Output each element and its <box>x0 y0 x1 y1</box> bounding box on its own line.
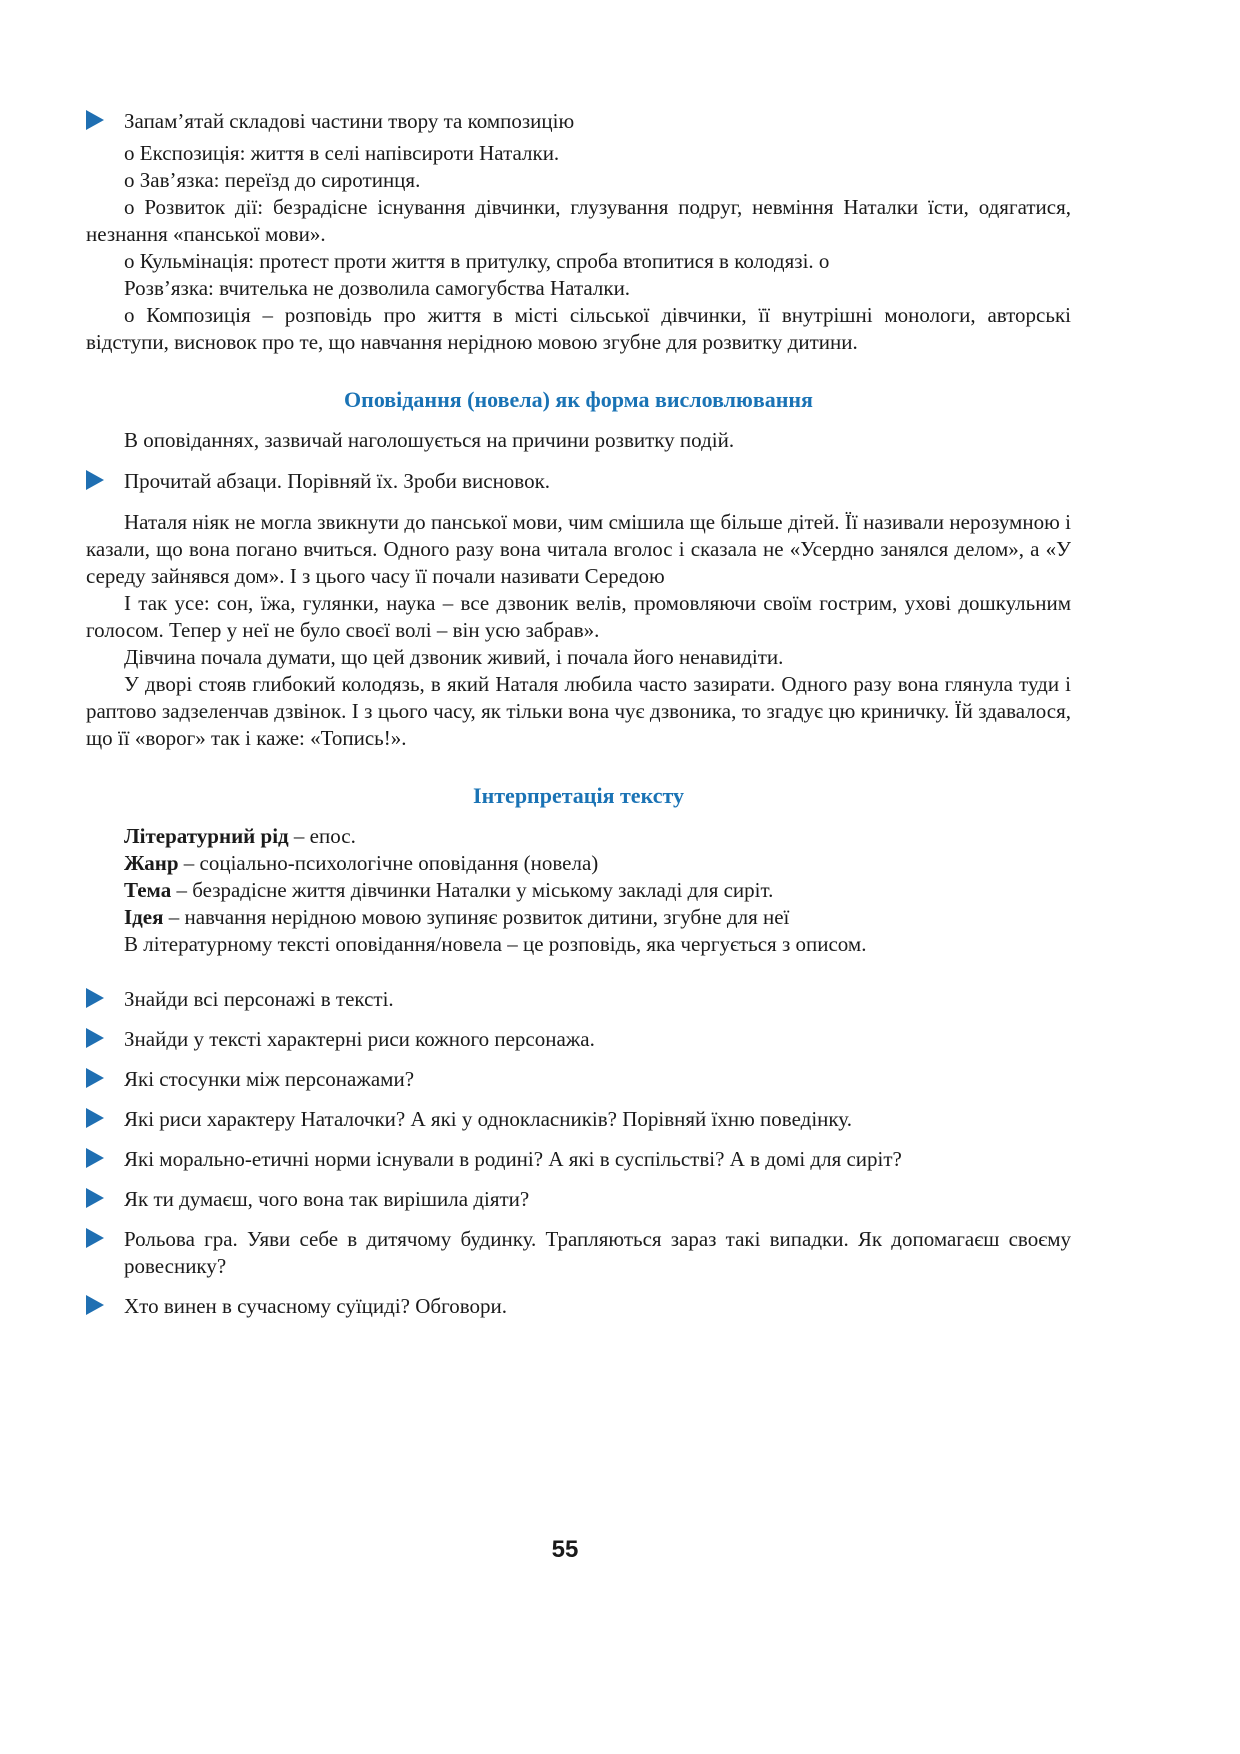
story-paragraph: Дівчина почала думати, що цей дзвоник живий, і почала його ненавидіти. <box>124 645 784 669</box>
composition-item-climax: о Кульмінація: протест проти життя в притулку, спроба втопитися в колодязі. о <box>124 249 830 273</box>
definition-text: – соціально-психологічне оповідання (новела) <box>178 851 599 875</box>
task-text: Рольова гра. Уяви себе в дитячому будинку. Трапляються зараз такі випадки. Як допомагаєш своєму ровеснику? <box>124 1227 1071 1278</box>
definition-text: – навчання нерідною мовою зупиняє розвиток дитини, згубне для неї <box>163 905 790 929</box>
task-read-paragraphs <box>86 468 1071 495</box>
triangle-bullet-icon <box>86 1148 104 1168</box>
triangle-bullet-icon <box>86 988 104 1008</box>
task-item <box>86 1066 1071 1093</box>
section-heading-story: Оповідання (новела) як форма висловлювання <box>344 387 813 412</box>
task-item <box>86 1226 1071 1280</box>
triangle-bullet-icon <box>86 1028 104 1048</box>
story-paragraph: Наталя ніяк не могла звикнути до панської мови, чим смішила ще більше дітей. Її називали нерозумною і казали, що вона погано вчиться. Одного разу вона читала вголос і сказала не «Усердно занялся делом», а «У середу зайнявся дом». І з цього часу її почали називати Середою <box>86 510 1071 588</box>
definition-term: Ідея <box>124 905 164 929</box>
composition-item-complication: о Зав’язка: переїзд до сиротинця. <box>124 168 421 192</box>
composition-item-exposition: о Експозиція: життя в селі напівсироти Наталки. <box>124 141 560 165</box>
task-text: Як ти думаєш, чого вона так вирішила діяти? <box>124 1187 530 1211</box>
story-paragraphs <box>86 509 1071 752</box>
triangle-bullet-icon <box>86 1295 104 1315</box>
definition-theme <box>86 877 1071 904</box>
triangle-bullet-icon <box>86 470 104 490</box>
task-item <box>86 1186 1071 1213</box>
task-item <box>86 1106 1071 1133</box>
composition-list <box>86 140 1071 356</box>
story-paragraph: І так усе: сон, їжа, гулянки, наука – все дзвоник велів, промовляючи своїм гострим, ухові дошкульним голосом. Тепер у неї не було своєї волі – він усю забрав». <box>86 591 1071 642</box>
story-paragraph: У дворі стояв глибокий колодязь, в який Наталя любила часто зазирати. Одного разу вона глянула туди і раптово задзеленчав дзвінок. І з цього часу, як тільки вона чує дзвоника, то згадує цю криничку. Їй здавалося, що її «ворог» так і каже: «Топись!». <box>86 672 1071 750</box>
interpretation-note: В літературному тексті оповідання/новела – це розповідь, яка чергується з описом. <box>124 932 867 956</box>
definition-literary-kind <box>86 823 1071 850</box>
triangle-bullet-icon <box>86 110 104 130</box>
task-item <box>86 986 1071 1013</box>
triangle-bullet-icon <box>86 1108 104 1128</box>
composition-item-composition: о Композиція – розповідь про життя в місті сільської дівчинки, її внутрішні монологи, авторські відступи, висновок про те, що навчання нерідною мовою згубне для розвитку дитини. <box>86 303 1071 354</box>
section-heading-interpretation: Інтерпретація тексту <box>473 783 684 808</box>
definition-text: – безрадісне життя дівчинки Наталки у міському закладі для сиріт. <box>171 878 774 902</box>
task-item <box>86 1293 1071 1320</box>
triangle-bullet-icon <box>86 1188 104 1208</box>
task-list <box>86 986 1071 1320</box>
task-text: Які риси характеру Наталочки? А які у однокласників? Порівняй їхню поведінку. <box>124 1107 852 1131</box>
interpretation-definitions <box>86 823 1071 958</box>
task-text: Які стосунки між персонажами? <box>124 1067 415 1091</box>
triangle-bullet-icon <box>86 1068 104 1088</box>
definition-term: Жанр <box>124 851 179 875</box>
definition-term: Літературний рід <box>124 824 289 848</box>
task-item <box>86 1026 1071 1053</box>
task-text: Знайди всі персонажі в тексті. <box>124 987 394 1011</box>
composition-item-development: о Розвиток дії: безрадісне існування дівчинки, глузування подруг, невміння Наталки їсти, одягатися, незнання «панської мови». <box>86 195 1071 246</box>
composition-item-resolution: Розв’язка: вчителька не дозволила самогубства Наталки. <box>124 276 631 300</box>
definition-text: – епос. <box>288 824 356 848</box>
task-text: Які морально-етичні норми існували в родині? А які в суспільстві? А в домі для сиріт? <box>124 1147 902 1171</box>
task-text: Запам’ятай складові частини твору та композицію <box>124 109 575 133</box>
task-text: Хто винен в сучасному суїциді? Обговори. <box>124 1294 507 1318</box>
definition-idea <box>86 904 1071 931</box>
task-text: Знайди у тексті характерні риси кожного персонажа. <box>124 1027 595 1051</box>
page-number: 55 <box>551 1536 579 1563</box>
definition-term: Тема <box>124 878 172 902</box>
story-intro: В оповіданнях, зазвичай наголошується на причини розвитку подій. <box>124 428 735 452</box>
task-remember-composition <box>86 108 1071 135</box>
task-item <box>86 1146 1071 1173</box>
definition-genre <box>86 850 1071 877</box>
page-content <box>86 108 1071 1320</box>
triangle-bullet-icon <box>86 1228 104 1248</box>
task-text: Прочитай абзаци. Порівняй їх. Зроби висновок. <box>124 469 551 493</box>
